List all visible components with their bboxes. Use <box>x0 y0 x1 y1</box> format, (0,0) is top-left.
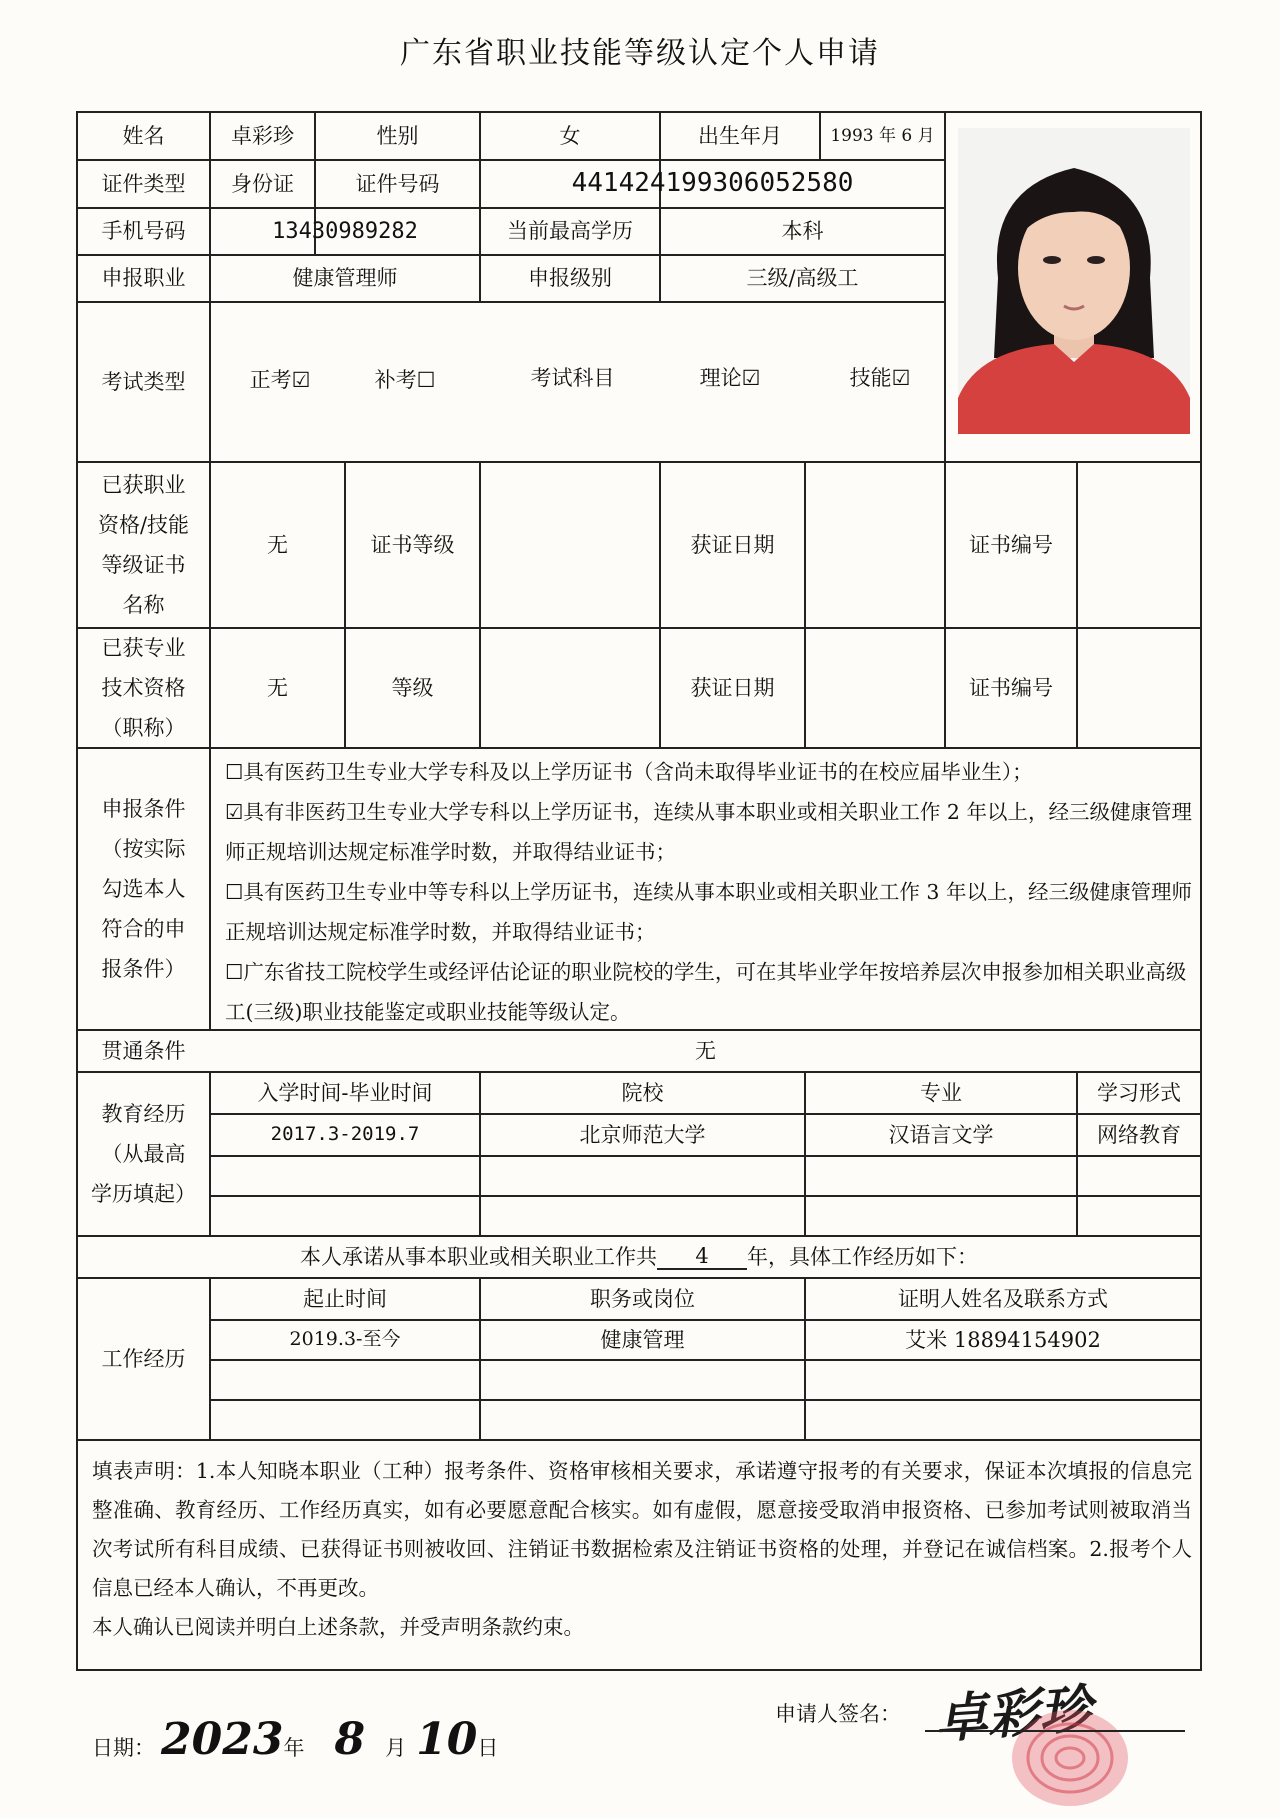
phone-value: 13430989282 <box>272 218 418 244</box>
work-header-period: 起止时间 <box>303 1286 387 1311</box>
gender-value: 女 <box>559 123 581 148</box>
date-label: 日期： <box>92 1736 155 1760</box>
work-row-period: 2019.3-至今 <box>289 1328 401 1351</box>
edu-header-form: 学习形式 <box>1097 1080 1181 1105</box>
id-no-value: 441424199306052580 <box>571 168 854 199</box>
phone-label: 手机号码 <box>101 219 186 244</box>
date-year-unit: 年 <box>283 1736 305 1760</box>
through-label: 贯通条件 <box>101 1038 186 1063</box>
cert1-date-label: 获证日期 <box>690 532 775 557</box>
job-label: 申报职业 <box>101 266 186 291</box>
condition-item[interactable] <box>225 952 1195 1032</box>
conditions-label-line: 符合的申 <box>101 917 186 941</box>
form-title: 广东省职业技能等级认定个人申请 <box>400 36 880 71</box>
education-label <box>77 1072 210 1236</box>
cert2-label <box>77 628 210 748</box>
condition-text: 具有医药卫生专业中等专科以上学历证书，连续从事本职业或相关职业工作 3 年以上，经三级健康管理师正规培训达规定标准学时数，并取得结业证书； <box>225 880 1192 944</box>
cert2-label-line: 已获专业 <box>101 636 186 660</box>
edu-header-major: 专业 <box>920 1080 962 1105</box>
conditions-label <box>77 748 210 1030</box>
job-value: 健康管理师 <box>292 266 398 291</box>
level-value: 三级/高级工 <box>746 266 859 291</box>
exam-makeup-option[interactable] <box>355 360 455 400</box>
work-label: 工作经历 <box>101 1346 186 1371</box>
date-day: 10 <box>416 1714 478 1765</box>
checked-box-icon: ☑ <box>891 365 911 390</box>
promise-text-before: 本人承诺从事本职业或相关职业工作共 <box>300 1244 657 1269</box>
cert2-value: 无 <box>267 675 288 700</box>
condition-text: 具有非医药卫生专业大学专科以上学历证书，连续从事本职业或相关职业工作 2 年以上，经三级健康管理师正规培训达规定标准学时数，并取得结业证书； <box>225 800 1192 864</box>
date-line <box>92 1714 499 1765</box>
exam-theory-label: 理论 <box>699 365 742 390</box>
signature-underline <box>925 1728 1185 1734</box>
conditions-label-line: 报条件） <box>101 957 186 981</box>
edu-row-major: 汉语言文学 <box>888 1122 994 1147</box>
fingerprint-stamp <box>1000 1698 1140 1818</box>
unchecked-box-icon: ☐ <box>416 367 436 392</box>
promise-years: 4 <box>657 1244 747 1270</box>
education-label-line: 教育经历 <box>101 1102 186 1126</box>
cert1-label-line: 名称 <box>122 593 165 617</box>
edu-row-school: 北京师范大学 <box>579 1122 706 1147</box>
name-label: 姓名 <box>122 123 165 148</box>
exam-type-label: 考试类型 <box>101 369 186 394</box>
birth-label: 出生年月 <box>698 123 782 148</box>
edu-label: 当前最高学历 <box>507 219 633 244</box>
date-month-unit: 月 <box>385 1736 407 1760</box>
exam-skill-option[interactable] <box>830 358 930 398</box>
conditions-label-line: 勾选本人 <box>101 877 186 901</box>
edu-header-period: 入学时间-毕业时间 <box>257 1080 433 1105</box>
date-year: 2023 <box>161 1714 284 1765</box>
cert2-label-line: （职称） <box>101 716 186 740</box>
declaration-confirm: 本人确认已阅读并明白上述条款，并受声明条款约束。 <box>92 1615 584 1639</box>
date-month: 8 <box>334 1714 366 1765</box>
condition-text: 具有医药卫生专业大学专科及以上学历证书（含尚未取得毕业证书的在校应届毕业生）； <box>243 760 1033 784</box>
id-no-label: 证件号码 <box>355 171 440 196</box>
cert1-no-label: 证书编号 <box>969 532 1053 557</box>
work-row-position: 健康管理 <box>600 1327 685 1352</box>
exam-regular-label: 正考 <box>249 367 292 392</box>
edu-header-school: 院校 <box>621 1080 664 1105</box>
cert1-grade-label: 证书等级 <box>370 532 455 557</box>
cert1-value: 无 <box>267 532 288 557</box>
birth-value: 1993 年 6 月 <box>830 125 935 146</box>
cert1-label-line: 资格/技能 <box>97 513 190 537</box>
name-value: 卓彩珍 <box>231 123 294 148</box>
condition-item[interactable] <box>225 792 1195 872</box>
handwritten-signature-text: 卓彩珍 <box>933 1678 1094 1751</box>
signature-label: 申请人签名： <box>775 1702 901 1726</box>
exam-theory-option[interactable] <box>680 358 780 398</box>
portrait-image <box>958 128 1190 434</box>
level-label: 申报级别 <box>528 266 612 291</box>
education-label-line: （从最高 <box>101 1142 186 1166</box>
education-label-line: 学历填起） <box>91 1182 196 1206</box>
gender-label: 性别 <box>376 123 419 148</box>
unchecked-box-icon: ☐ <box>225 880 244 904</box>
checked-box-icon: ☑ <box>291 367 311 392</box>
condition-text: 广东省技工院校学生或经评估论证的职业院校的学生，可在其毕业学年按培养层次申报参加相关职业高级工(三级)职业技能鉴定或职业技能等级认定。 <box>225 960 1187 1024</box>
conditions-label-line: 申报条件 <box>101 797 186 821</box>
work-row-reference: 艾米 18894154902 <box>905 1327 1101 1352</box>
declaration <box>92 1452 1192 1647</box>
cert1-label-line: 已获职业 <box>101 473 186 497</box>
promise-text-after: 年，具体工作经历如下： <box>747 1244 978 1269</box>
cert2-grade-label: 等级 <box>391 675 434 700</box>
exam-skill-label: 技能 <box>849 365 892 390</box>
applicant-photo <box>958 128 1190 434</box>
id-type-label: 证件类型 <box>101 171 186 196</box>
condition-item[interactable] <box>225 872 1195 952</box>
through-value: 无 <box>695 1038 716 1063</box>
edu-row-period: 2017.3-2019.7 <box>270 1123 420 1146</box>
exam-regular-option[interactable] <box>230 360 330 400</box>
unchecked-box-icon: ☐ <box>225 760 244 784</box>
cert1-label-line: 等级证书 <box>101 553 186 577</box>
exam-subject-label: 考试科目 <box>530 365 615 390</box>
id-type-value: 身份证 <box>231 171 294 196</box>
cert2-no-label: 证书编号 <box>969 675 1053 700</box>
work-header-position: 职务或岗位 <box>590 1286 695 1311</box>
work-promise <box>77 1236 1201 1278</box>
conditions-label-line: （按实际 <box>101 837 186 861</box>
checked-box-icon: ☑ <box>225 800 244 824</box>
condition-item[interactable] <box>225 752 1195 792</box>
edu-value: 本科 <box>781 219 824 244</box>
edu-row-form: 网络教育 <box>1097 1122 1181 1147</box>
conditions-list <box>225 752 1195 1032</box>
declaration-text: 填表声明：1.本人知晓本职业（工种）报考条件、资格审核相关要求，承诺遵守报考的有关要求，保证本次填报的信息完整准确、教育经历、工作经历真实，如有必要愿意配合核实。如有虚假，愿意接受取消申报资格、已参加考试则被取消当次考试所有科目成绩、已获得证书则被收回、注销证书数据检索及注销证书资格的处理，并登记在诚信档案。2.报考个人信息已经本人确认，不再更改。 <box>92 1459 1192 1600</box>
exam-makeup-label: 补考 <box>374 367 417 392</box>
date-day-unit: 日 <box>477 1736 499 1760</box>
cert2-label-line: 技术资格 <box>101 676 186 700</box>
cert1-label <box>77 462 210 628</box>
cert2-date-label: 获证日期 <box>690 675 775 700</box>
work-header-reference: 证明人姓名及联系方式 <box>898 1286 1108 1311</box>
checked-box-icon: ☑ <box>741 365 761 390</box>
unchecked-box-icon: ☐ <box>225 960 244 984</box>
